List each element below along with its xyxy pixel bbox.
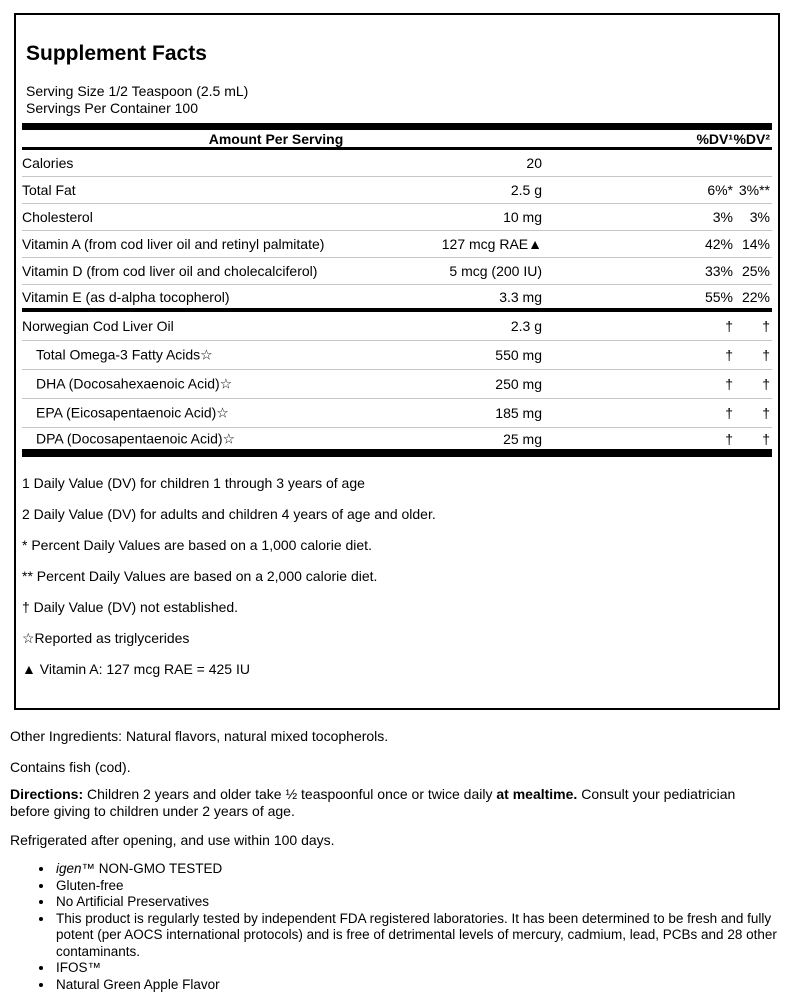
nutrient-row <box>22 150 772 177</box>
nutrient-dv1-value: † <box>725 376 733 392</box>
package-info <box>10 728 792 993</box>
table-header-row <box>22 130 772 147</box>
nutrient-name: DHA (Docosahexaenoic Acid)☆ <box>36 375 233 392</box>
nutrient-row <box>22 258 772 285</box>
nutrient-dv2-value: † <box>762 430 770 447</box>
nutrient-amount: 3.3 mg <box>499 288 542 305</box>
nutrient-row <box>22 204 772 231</box>
dv1-column-header: %DV¹ <box>696 130 733 147</box>
nutrient-name: Total Omega-3 Fatty Acids☆ <box>36 346 213 363</box>
nutrient-row <box>22 177 772 204</box>
nutrient-name: Norwegian Cod Liver Oil <box>22 318 174 334</box>
other-ingredients: Other Ingredients: Natural flavors, natural mixed tocopherols. <box>10 728 389 744</box>
nutrient-dv1-value: † <box>725 430 733 447</box>
nutrient-row <box>22 285 772 312</box>
nutrient-name: EPA (Eicosapentaenoic Acid)☆ <box>36 404 229 421</box>
nutrient-dv2-value: 3% <box>749 209 770 225</box>
footnote: 2 Daily Value (DV) for adults and children 4 years of age and older. <box>22 506 436 522</box>
nutrient-dv1-value: 55% <box>704 288 733 305</box>
nutrient-dv1-value: 6%* <box>707 182 733 198</box>
nutrient-row <box>22 399 772 428</box>
claim-item: • Gluten-free <box>54 878 792 895</box>
nutrient-amount: 250 mg <box>495 376 542 392</box>
storage-instructions: Refrigerated after opening, and use within 100 days. <box>10 832 335 848</box>
nutrient-name: Cholesterol <box>22 209 93 225</box>
servings-per-container: Servings Per Container 100 <box>26 100 198 116</box>
nutrient-row <box>22 370 772 399</box>
nutrient-dv1-value: 3% <box>712 209 733 225</box>
claim-item: • IFOS™ <box>54 960 792 977</box>
nutrient-dv2-value: 25% <box>741 263 770 279</box>
directions-line2: before giving to children under 2 years of age. <box>10 803 295 819</box>
footnote: ▲ Vitamin A: 127 mcg RAE = 425 IU <box>22 661 250 677</box>
directions-label: Directions: <box>10 786 84 802</box>
nutrient-amount: 10 mg <box>503 209 542 225</box>
footnote: 1 Daily Value (DV) for children 1 through 3 years of age <box>22 475 365 491</box>
serving-size: Serving Size 1/2 Teaspoon (2.5 mL) <box>26 83 249 99</box>
directions-bold-mealtime: at mealtime. <box>496 786 578 802</box>
nutrient-name: Vitamin A (from cod liver oil and retinyl palmitate) <box>22 236 325 252</box>
nutrient-amount: 2.3 g <box>510 318 542 334</box>
nutrient-amount: 127 mcg RAE▲ <box>441 236 542 252</box>
nutrient-dv1-value: 42% <box>704 236 733 252</box>
nutrient-dv1-value: 33% <box>704 263 733 279</box>
nutrient-dv2-value: † <box>762 318 770 334</box>
non-gmo-text: NON-GMO TESTED <box>95 861 223 876</box>
nutrient-table <box>22 150 772 457</box>
nutrient-dv1-value: † <box>725 318 733 334</box>
footnote: ☆Reported as triglycerides <box>22 630 190 646</box>
panel-title: Supplement Facts <box>26 42 207 65</box>
nutrient-name: DPA (Docosapentaenoic Acid)☆ <box>36 430 236 446</box>
nutrient-row <box>22 341 772 370</box>
nutrient-dv2-value: † <box>762 347 770 363</box>
allergen-statement: Contains fish (cod). <box>10 759 131 775</box>
nutrient-amount: 550 mg <box>495 347 542 363</box>
nutrient-amount: 25 mg <box>503 430 542 447</box>
footnote: † Daily Value (DV) not established. <box>22 599 239 615</box>
directions-body1: Children 2 years and older take ½ teaspoonful once or twice daily <box>83 786 497 802</box>
product-claims-list <box>10 861 792 993</box>
nutrient-row <box>22 312 772 341</box>
nutrient-amount: 2.5 g <box>510 182 542 198</box>
nutrient-row <box>22 428 772 457</box>
nutrient-amount: 5 mcg (200 IU) <box>449 263 542 279</box>
nutrient-name: Total Fat <box>22 182 76 198</box>
nutrient-dv2-value: 22% <box>741 288 770 305</box>
nutrient-dv2-value: † <box>762 376 770 392</box>
dv2-column-header: %DV² <box>733 130 770 147</box>
directions <box>10 786 792 820</box>
footnotes-block <box>22 468 772 685</box>
nutrient-amount: 185 mg <box>495 405 542 421</box>
claim-item-non-gmo <box>54 861 792 878</box>
amount-per-serving-header: Amount Per Serving <box>208 130 344 147</box>
nutrient-dv2-value: 3%** <box>738 182 770 198</box>
nutrient-amount: 20 <box>526 155 542 171</box>
claim-item: • No Artificial Preservatives <box>54 894 792 911</box>
claim-item: • This product is regularly tested by independent FDA registered laboratories. It has been determined to be fresh and fully potent (per AOCS international protocols) and is free of detrimental levels of mercury, cadmium, lead, PCBs and 28 other contaminants. <box>54 911 792 961</box>
claim-item: • Natural Green Apple Flavor <box>54 977 792 994</box>
nutrient-dv2-value: 14% <box>741 236 770 252</box>
directions-body2: Consult your pediatrician <box>577 786 736 802</box>
footnote: ** Percent Daily Values are based on a 2,000 calorie diet. <box>22 568 378 584</box>
igen-brand: igen™ <box>56 861 96 876</box>
divider-heavy-top <box>22 123 772 130</box>
footnote: * Percent Daily Values are based on a 1,000 calorie diet. <box>22 537 372 553</box>
nutrient-name: Vitamin D (from cod liver oil and cholecalciferol) <box>22 263 318 279</box>
nutrient-dv1-value: † <box>725 347 733 363</box>
supplement-facts-panel <box>14 13 780 710</box>
nutrient-name: Vitamin E (as d-alpha tocopherol) <box>22 288 230 305</box>
nutrient-name: Calories <box>22 155 74 171</box>
nutrient-dv2-value: † <box>762 405 770 421</box>
nutrient-row <box>22 231 772 258</box>
nutrient-dv1-value: † <box>725 405 733 421</box>
